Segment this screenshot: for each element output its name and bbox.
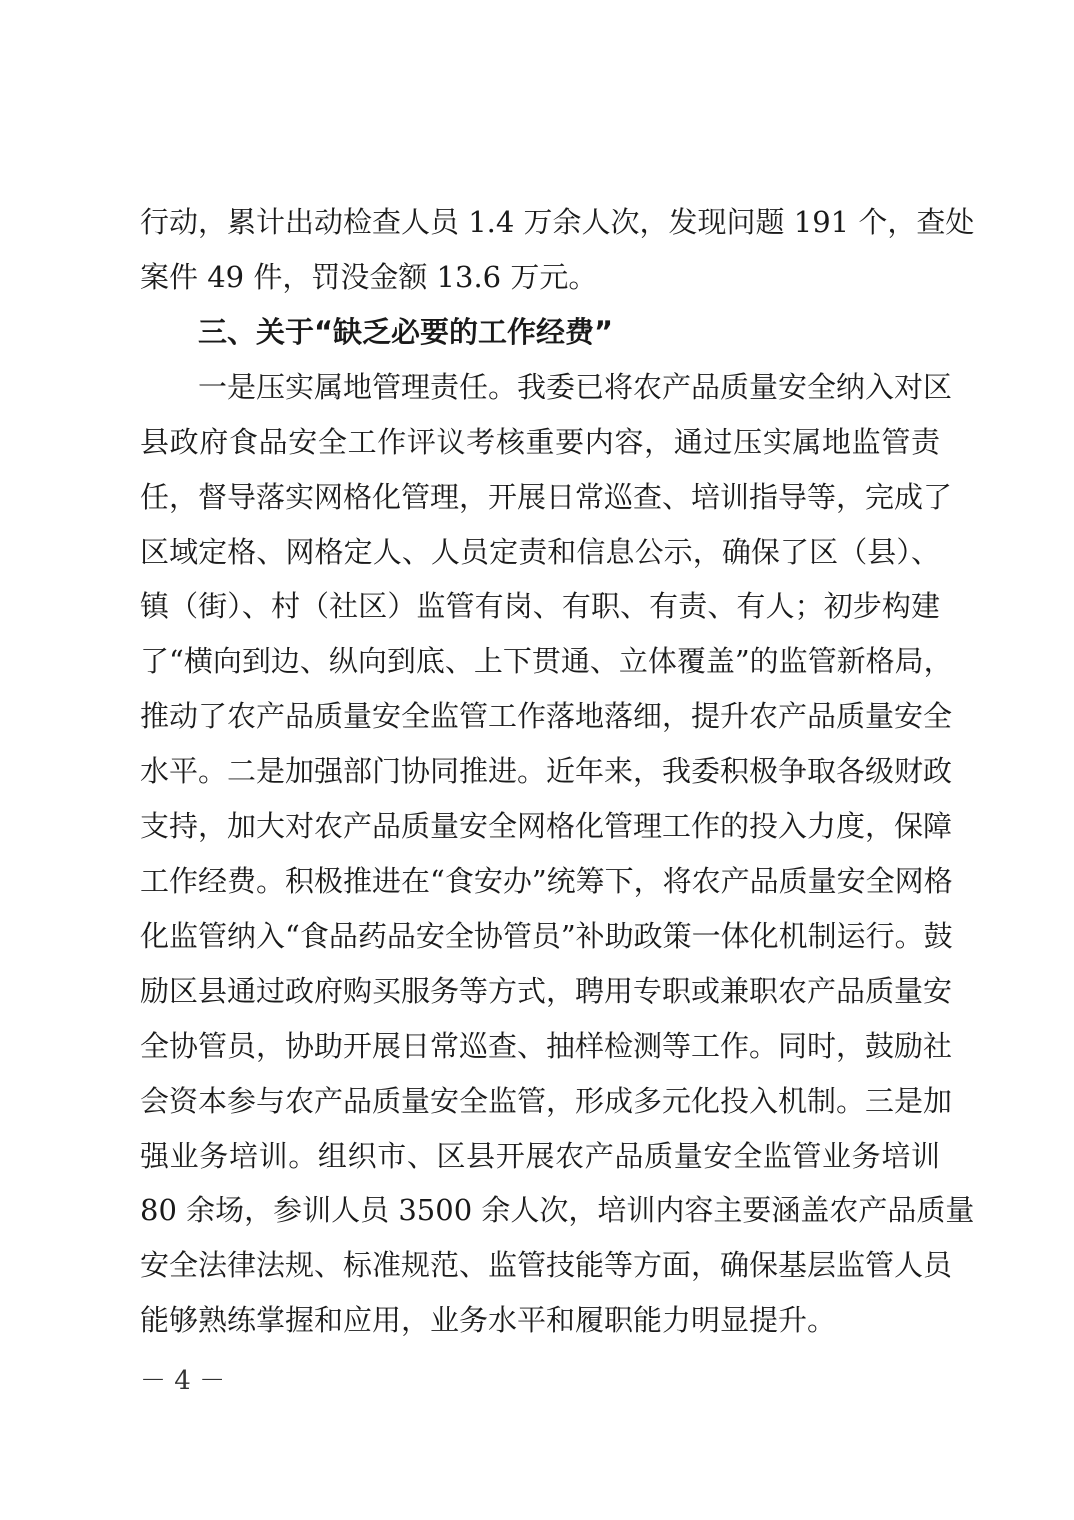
text-line: 案件 49 件，罚没金额 13.6 万元。 [140,260,598,294]
text-line: 80 余场，参训人员 3500 余人次，培训内容主要涵盖农产品质量 [140,1193,975,1227]
text-line: 化监管纳入“食品药品安全协管员”补助政策一体化机制运行。鼓 [140,919,953,953]
text-line: 一是压实属地管理责任。我委已将农产品质量安全纳入对区 [198,370,953,404]
text-line: 会资本参与农产品质量安全监管，形成多元化投入机制。三是加 [140,1084,953,1118]
text-line: 安全法律法规、标准规范、监管技能等方面，确保基层监管人员 [140,1248,953,1282]
text-line: 强业务培训。组织市、区县开展农产品质量安全监管业务培训 [140,1139,940,1173]
text-line: 行动，累计出动检查人员 1.4 万余人次，发现问题 191 个，查处 [140,205,975,239]
text-line: 全协管员，协助开展日常巡查、抽样检测等工作。同时，鼓励社 [140,1029,953,1063]
text-line: 县政府食品安全工作评议考核重要内容，通过压实属地监管责 [140,425,940,459]
text-line: 了“横向到边、纵向到底、上下贯通、立体覆盖”的监管新格局， [140,644,953,678]
page-number: － 4 － [140,1366,226,1396]
text-line: 镇（街）、村（社区）监管有岗、有职、有责、有人；初步构建 [140,589,940,623]
text-line: 励区县通过政府购买服务等方式，聘用专职或兼职农产品质量安 [140,974,953,1008]
text-line: 工作经费。积极推进在“食安办”统筹下，将农产品质量安全网格 [140,864,953,898]
text-line: 任，督导落实网格化管理，开展日常巡查、培训指导等，完成了 [140,480,953,514]
text-line: 推动了农产品质量安全监管工作落地落细，提升农产品质量安全 [140,699,953,733]
text-line: 水平。二是加强部门协同推进。近年来，我委积极争取各级财政 [140,754,953,788]
section-heading: 三、关于“缺乏必要的工作经费” [198,315,614,349]
text-line: 区域定格、网格定人、人员定责和信息公示，确保了区（县）、 [140,535,940,569]
text-line: 能够熟练掌握和应用，业务水平和履职能力明显提升。 [140,1303,837,1337]
text-line: 支持，加大对农产品质量安全网格化管理工作的投入力度，保障 [140,809,953,843]
